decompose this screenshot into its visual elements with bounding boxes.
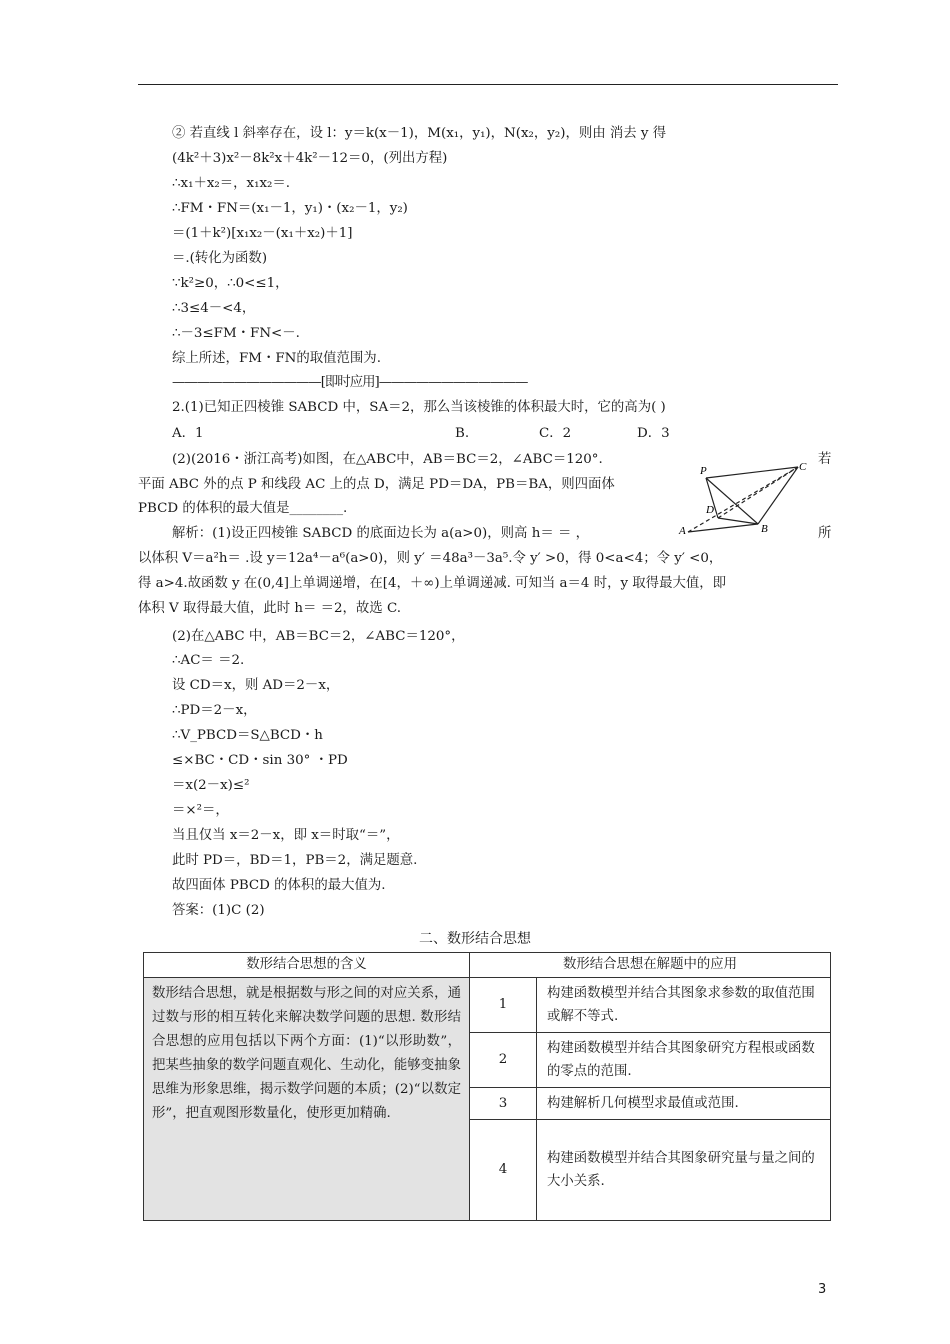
row-text: 构建函数模型并结合其图象研究方程根或函数的零点的范围. [537,1033,831,1088]
option-d: D．3 [637,426,670,441]
idea-table [143,952,831,1221]
solution-line: 体积 V 取得最大值，此时 h＝ ＝2，故选 C. [138,601,401,616]
row-number: 2 [470,1033,537,1088]
text-line: ∴FM・FN＝(x₁－1，y₁)・(x₂－1，y₂) [172,201,408,216]
option-a: A．1 [172,426,204,441]
problem-2-2-ruo: 若 [818,452,832,467]
table-row [144,978,831,1033]
header-rule [138,84,838,85]
solution-line: 当且仅当 x＝2－x，即 x＝时取“＝”， [172,828,400,843]
solution-line-end: 所 [818,526,832,541]
solution-line: ∴AC＝ ＝2. [172,653,245,668]
text-line: ∴x₁＋x₂＝，x₁x₂＝. [172,176,291,191]
solution-line: 设 CD＝x，则 AD＝2－x， [172,678,340,693]
section-divider: ————————————[即时应用]———————————— [172,375,528,390]
solution-line: 解析：(1)设正四棱锥 SABCD 的底面边长为 a(a>0)，则高 h＝ ＝ ， [172,526,590,541]
label-a: A [679,525,686,537]
option-b: B. [455,426,470,441]
text-line: ＝(1＋k²)[x₁x₂－(x₁＋x₂)＋1] [172,226,353,241]
row-text: 构建函数模型并结合其图象求参数的取值范围或解不等式. [537,978,831,1033]
page-number: 3 [818,1282,827,1297]
problem-2-2-line3: PBCD 的体积的最大值是________. [138,501,348,516]
text-line: (4k²＋3)x²－8k²x＋4k²－12＝0，(列出方程) [172,151,448,166]
row-number: 3 [470,1088,537,1120]
solution-line: ∴PD＝2－x， [172,703,257,718]
solution-line: ＝x(2－x)≤² [172,778,250,793]
solution-line: (2)在△ABC 中，AB＝BC＝2，∠ABC＝120°， [172,629,465,644]
row-number: 4 [470,1120,537,1221]
header-right: 数形结合思想在解题中的应用 [470,953,831,978]
meaning-cell: 数形结合思想，就是根据数与形之间的对应关系，通过数与形的相互转化来解决数学问题的思想. 数形结合思想的应用包括以下两个方面：(1)“以形助数”，把某些抽象的数学问题直观化、生动化，能够变抽象思维为形象思维，揭示数学问题的本质；(2)“以数定形”，把直观图形数量化，使形更加精确. [144,978,470,1221]
label-b: B [761,523,768,535]
solution-line: ∴V_PBCD＝S△BCD・h [172,728,323,743]
solution-line: 以体积 V＝a²h＝ .设 y＝12a⁴－a⁶(a>0)，则 y′ ＝48a³－3a⁵.令 y′ >0，得 0<a<4；令 y′ <0， [138,551,723,566]
solution-line: ≤×BC・CD・sin 30° ・PD [172,753,348,768]
row-text: 构建解析几何模型求最值或范围. [537,1088,831,1120]
table-header-row [144,953,831,978]
text-line: ＝.(转化为函数) [172,251,268,266]
row-text: 构建函数模型并结合其图象研究量与量之间的大小关系. [537,1120,831,1221]
problem-2-2: (2)(2016・浙江高考)如图，在△ABC中，AB＝BC＝2，∠ABC＝120°. [172,452,603,467]
label-d: D [706,504,714,516]
option-c: C．2 [539,426,572,441]
section-title: 二、数形结合思想 [419,931,531,947]
row-number: 1 [470,978,537,1033]
solution-line: 故四面体 PBCD 的体积的最大值为. [172,878,386,893]
solution-line: ＝×²＝， [172,803,229,818]
text-line: ∵k²≥0，∴0<≤1， [172,276,289,291]
header-left: 数形结合思想的含义 [144,953,470,978]
solution-line: 此时 PD＝，BD＝1，PB＝2，满足题意. [172,853,418,868]
tetrahedron-figure [676,460,812,540]
answer-line: 答案：(1)C (2) [172,903,265,918]
text-line: 综上所述，FM・FN的取值范围为. [172,351,381,366]
label-p: P [700,465,707,477]
solution-line: 得 a>4.故函数 y 在(0,4]上单调递增，在[4，＋∞)上单调递减. 可知当 a＝4 时，y 取得最大值，即 [138,576,727,591]
problem-2-2-line2: 平面 ABC 外的点 P 和线段 AC 上的点 D，满足 PD＝DA，PB＝BA，则四面体 [138,477,615,492]
problem-2-1: 2.(1)已知正四棱锥 SABCD 中，SA＝2，那么当该棱锥的体积最大时，它的高为( ) [172,400,666,415]
label-c: C [799,461,807,473]
text-line: ∴3≤4－<4， [172,301,256,316]
text-line: ② 若直线 l 斜率存在，设 l：y＝k(x－1)，M(x₁，y₁)，N(x₂，y₂)，则由 消去 y 得 [172,126,667,141]
text-line: ∴－3≤FM・FN<－. [172,326,300,341]
